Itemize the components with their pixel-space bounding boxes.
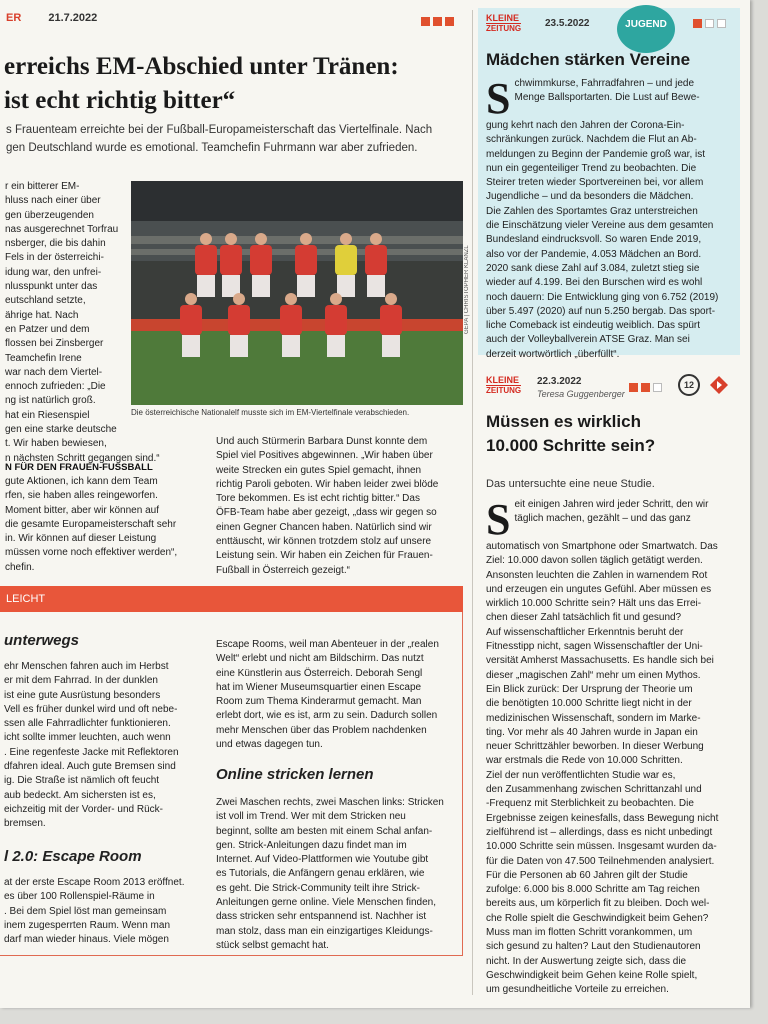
player-figure bbox=[365, 245, 387, 275]
text-line: richtig Paroli geboten. Wir haben leider zwei blöde bbox=[216, 478, 439, 490]
photo-credit: GEPA | CHRISTOPHER KLANZL bbox=[464, 245, 470, 334]
text-line: versität Amherst Massachusetts. Es handle sich bei bbox=[486, 655, 714, 667]
text-line: rfen, sie haben alles reingeworfen. bbox=[5, 490, 158, 502]
dek-schritte: Das untersuchte eine neue Studie. bbox=[486, 478, 655, 490]
text-line: ting. Vor mehr als 40 Jahren wurde in Japan ein bbox=[486, 726, 698, 738]
text-line: ennoch zufrieden: „Die bbox=[5, 381, 106, 393]
text-line: Muss man im flotten Schritt vorankommen, um bbox=[486, 927, 693, 939]
text-line: um gesundheitliche Vorteile zu erreichen. bbox=[486, 984, 669, 996]
box-text-escape-room bbox=[4, 876, 204, 947]
left-page-header bbox=[6, 12, 97, 24]
headline-maedchen: Mädchen stärken Vereine bbox=[486, 50, 691, 69]
player-figure bbox=[280, 305, 302, 335]
text-line: Steirer treten wieder Sportvereinen bei, vor allem bbox=[486, 177, 704, 189]
text-line: gen eine starke deutsche bbox=[5, 424, 117, 436]
text-line: in. Wir können auf dieser Leistung bbox=[5, 533, 157, 545]
team-photo bbox=[131, 181, 463, 405]
text-line: und erzeugen ein ungutes Gefühl. Aber müssen es bbox=[486, 583, 712, 595]
text-line: Ergebnisse zeigen keinesfalls, dass Bewegung nicht bbox=[486, 812, 719, 824]
share-icon bbox=[708, 374, 730, 396]
text-line: Ansonsten leuchten die Zahlen in warnendem Rot bbox=[486, 569, 708, 581]
jugend-badge: JUGEND bbox=[617, 5, 675, 53]
player-figure bbox=[252, 275, 270, 297]
text-line: flossen bei Zinsberger bbox=[5, 338, 104, 350]
text-line: Ein Blick zurück: Der Ursprung der Theorie um bbox=[486, 683, 693, 695]
player-figure bbox=[195, 245, 217, 275]
player-figure bbox=[228, 305, 250, 335]
text-line: idung war, den unfrei- bbox=[5, 266, 102, 278]
text-line: über 5.497 (2020) auf nun 5.250 bergab. Das sport- bbox=[486, 305, 716, 317]
article-column-1b bbox=[5, 475, 205, 575]
player-figure bbox=[380, 305, 402, 335]
text-line: Fußball in Österreich gezeigt.“ bbox=[216, 564, 350, 576]
player-figure bbox=[295, 245, 317, 275]
text-line: eichzeitig mit der Vorder- und Rück- bbox=[4, 803, 163, 815]
player-figure bbox=[327, 335, 345, 357]
text-line: ährige hat. Nach bbox=[5, 309, 79, 321]
text-line: en Patzer und dem bbox=[5, 323, 90, 335]
player-figure bbox=[225, 233, 237, 245]
player-figure bbox=[285, 293, 297, 305]
article-column-2 bbox=[216, 435, 468, 578]
audio-level-icon: 12 bbox=[678, 374, 700, 396]
text-line: ig. Die Straße ist nämlich oft feucht bbox=[4, 775, 160, 787]
text-line: es Tutorials, die Anfängern genau erklären, wie bbox=[216, 868, 425, 880]
text-line: es über 100 Rollenspiel-Räume in bbox=[4, 891, 155, 903]
text-line: stück selbst gemacht hat. bbox=[216, 939, 329, 951]
left-date: 21.7.2022 bbox=[48, 12, 98, 24]
text-line: chwimmkurse, Fahrradfahren – und jede bbox=[514, 78, 695, 89]
date-1: 23.5.2022 bbox=[545, 18, 590, 29]
text-line: Leistung sein. Wir haben ein Zeichen für Frauen- bbox=[216, 550, 433, 562]
text-line: er mit dem Fahrrad. In der dunklen bbox=[4, 675, 158, 687]
text-line: hluss nach einer über bbox=[5, 195, 101, 207]
text-line: Fels in der österreichi- bbox=[5, 252, 104, 264]
text-line: Menge Ballsportarten. Die Lust auf Bewe- bbox=[514, 92, 700, 104]
text-line: wirklich 10.000 Schritte sein? Hält uns das Errei- bbox=[486, 598, 702, 610]
text-line: aub bedeckt. Am sichersten ist es, bbox=[4, 789, 156, 801]
text-line: bremsen. bbox=[4, 818, 46, 830]
text-line: hat ein Riesenspiel bbox=[5, 409, 90, 421]
article-column-1 bbox=[5, 180, 160, 466]
text-line: nlusspunkt unter das bbox=[5, 281, 98, 293]
text-line: chen dieser Zahl tatsächlich fit und gesund? bbox=[486, 612, 682, 624]
player-figure bbox=[197, 275, 215, 297]
text-line: ist voll im Trend. Wer mit dem Stricken neu bbox=[216, 811, 406, 823]
player-figure bbox=[250, 245, 272, 275]
text-line: automatisch von Smartphone oder Smartwatch. Das bbox=[486, 541, 718, 552]
text-line: Geschwindigkeit beim Gehen keine Rolle spielt, bbox=[486, 969, 698, 981]
text-line: t. Wir haben bewiesen, bbox=[5, 438, 107, 450]
player-figure bbox=[330, 293, 342, 305]
text-line: r ein bitterer EM- bbox=[5, 181, 80, 192]
text-line: erlebt dort, wie es ist, arm zu sein. Dadurch sollen bbox=[216, 710, 438, 722]
kleine-zeitung-logo-1: KLEINE ZEITUNG bbox=[486, 13, 522, 33]
text-line: nas ausgerechnet Torfrau bbox=[5, 223, 119, 235]
column-subhead: N FÜR DEN FRAUEN-FUSSBALL bbox=[5, 462, 153, 473]
text-line: Anleitungen gerne online. Viele Menschen finden, bbox=[216, 897, 436, 909]
box-text-unterwegs bbox=[4, 660, 204, 832]
author-2: Teresa Guggenberger bbox=[537, 389, 625, 399]
text-line: war nach dem Viertel- bbox=[5, 366, 103, 378]
text-line: wieder auf 4.199. Bei den Burschen wird es wohl bbox=[486, 277, 703, 289]
box-text-stricken bbox=[216, 796, 458, 953]
box-heading-escape-room: l 2.0: Escape Room bbox=[4, 848, 142, 865]
text-line: Ziel: 10.000 davon sollen täglich getätigt werden. bbox=[486, 555, 703, 567]
photo-caption: Die österreichische Nationalelf musste sich im EM-Viertelfinale verabschieden. bbox=[131, 408, 410, 417]
text-line: schränkungen zurück. Nachdem die Flut an Ab- bbox=[486, 134, 697, 146]
text-line: ssen alle Fahrradlichter funktionieren. bbox=[4, 718, 171, 730]
box-heading-unterwegs: unterwegs bbox=[4, 632, 80, 649]
player-figure bbox=[367, 275, 385, 297]
text-line: Moment bitter, aber wir können auf bbox=[5, 504, 159, 516]
page-gutter bbox=[472, 10, 473, 995]
text-line: Room zum Thema Kinderarmut gemacht. Man bbox=[216, 696, 422, 708]
text-line: chefin. bbox=[5, 561, 35, 573]
text-line: Escape Rooms, weil man Abenteuer in der „realen bbox=[216, 639, 439, 650]
text-line: die gesamte Europameisterschaft sehr bbox=[5, 518, 177, 530]
text-line: nun ein gegenteiliger Trend zu beobachten. Die bbox=[486, 162, 697, 174]
date-2: 22.3.2022 bbox=[537, 376, 582, 387]
text-line: -Frequenz mit Sterblichkeit zu beobachten. Die bbox=[486, 798, 694, 810]
text-line: mehr Menschen über das Problem nachdenken bbox=[216, 724, 427, 736]
player-figure bbox=[340, 233, 352, 245]
text-line: Fitnesstipp nicht, sagen Wissenschaftler der Uni- bbox=[486, 641, 703, 653]
text-line: eine Künstlerin aus Österreich. Deborah Sengl bbox=[216, 667, 423, 679]
player-figure bbox=[385, 293, 397, 305]
dropcap-2: S bbox=[486, 495, 511, 544]
text-line: gen überzeugenden bbox=[5, 209, 94, 221]
dropcap-1: S bbox=[486, 74, 511, 123]
text-line: dfahren ideal. Auch gute Bremsen sind bbox=[4, 761, 176, 773]
leicht-bar: LEICHT bbox=[0, 586, 463, 612]
text-line: weite Strecken ein gutes Spiel gemacht, ihnen bbox=[216, 464, 422, 476]
text-line: Internet. Auf Video-Plattformen wie Youtube gibt bbox=[216, 854, 429, 866]
rating-squares-3 bbox=[626, 378, 662, 396]
text-line: Und auch Stürmerin Barbara Dunst konnte dem bbox=[216, 436, 428, 447]
text-line: Teamchefin Irene bbox=[5, 352, 82, 364]
text-line: ÖFB-Team habe aber gezeigt, „dass wir gegen so bbox=[216, 507, 437, 519]
text-line: also vor der Pandemie, 4.053 Mädchen an Bord. bbox=[486, 248, 702, 260]
text-line: dass stricken sehr entspannend ist. Nachher ist bbox=[216, 911, 427, 923]
text-line: liche Comeback ist eindeutig weiblich. Das spürt bbox=[486, 320, 700, 332]
player-figure bbox=[282, 335, 300, 357]
text-line: Vell es früher dunkel wird und oft nebe- bbox=[4, 703, 178, 715]
text-line: zielführend ist – allerdings, dass es nicht unbedingt bbox=[486, 826, 713, 838]
section-tag: ER bbox=[6, 12, 22, 24]
article-schritte bbox=[486, 495, 740, 998]
text-line: eutschland setzte, bbox=[5, 295, 86, 307]
text-line: bereits aus, um körperlich fit zu bleiben. Doch wel- bbox=[486, 898, 710, 910]
text-line: medizinischen Wissenschaft, sondern im Marke- bbox=[486, 712, 701, 724]
text-line: gen. Strick-Anleitungen dazu findet man im bbox=[216, 839, 407, 851]
text-line: es geht. Die Strick-Community teilt ihre Strick- bbox=[216, 882, 420, 894]
team-photo-illustration bbox=[131, 181, 463, 405]
rating-squares-2 bbox=[690, 14, 726, 32]
player-figure bbox=[370, 233, 382, 245]
text-line: zufolge: 6.000 bis 8.000 Schritte am Tag reichen bbox=[486, 884, 700, 896]
text-line: man stolz, dass man ein einzigartiges Kleidungs- bbox=[216, 925, 433, 937]
text-line: ehr Menschen fahren auch im Herbst bbox=[4, 661, 169, 672]
text-line: darf man wieder hinaus. Viele mögen bbox=[4, 934, 169, 946]
text-line: Jugendliche – und da besonders die Mädchen. bbox=[486, 191, 694, 203]
text-line: eit einigen Jahren wird jeder Schritt, den wir bbox=[514, 499, 709, 510]
text-line: war erstmals die Rede von 10.000 Schritten. bbox=[486, 755, 683, 767]
text-line: Für die Personen ab 60 Jahren gilt der Studie bbox=[486, 869, 688, 881]
text-line: . Eine regenfeste Jacke mit Reflektoren bbox=[4, 746, 179, 758]
main-dek: s Frauenteam erreichte bei der Fußball-Europameisterschaft das Viertelfinale. Nach gen Deutschland wurde es emotional. Teamchefin Fuhrmann war aber zufrieden. bbox=[6, 124, 433, 154]
text-line: Tore bekommen. Es ist echt richtig bitter.“ Das bbox=[216, 493, 420, 505]
player-figure bbox=[185, 293, 197, 305]
text-line: nicht. In der Auswertung zeigte sich, dass die bbox=[486, 955, 687, 967]
text-line: n nächsten Schritt gegangen sind.“ bbox=[5, 452, 160, 464]
text-line: che Rolle spielt die Geschwindigkeit beim Gehen? bbox=[486, 912, 709, 924]
player-figure bbox=[325, 305, 347, 335]
text-line: . Bei dem Spiel löst man gemeinsam bbox=[4, 905, 167, 917]
text-line: inem zugesperrten Raum. Wenn man bbox=[4, 919, 171, 931]
text-line: enttäuscht, wir können trotzdem stolz auf unsere bbox=[216, 536, 432, 548]
box-text-escape-cont bbox=[216, 638, 458, 752]
text-line: at der erste Escape Room 2013 eröffnet. bbox=[4, 877, 185, 888]
text-line: derzeit wortwörtlich „überfüllt“. bbox=[486, 348, 620, 360]
text-line: Zwei Maschen rechts, zwei Maschen links: Stricken bbox=[216, 797, 444, 808]
text-line: den Zusammenhang zwischen Schrittanzahl und bbox=[486, 784, 702, 796]
text-line: Welt“ erlebt und nicht am Bildschirm. Das nutzt bbox=[216, 653, 424, 665]
player-figure bbox=[297, 275, 315, 297]
box-heading-stricken: Online stricken lernen bbox=[216, 766, 374, 783]
rating-squares bbox=[418, 12, 454, 30]
player-figure bbox=[300, 233, 312, 245]
text-line: hat im Wiener Museumsquartier einen Escape bbox=[216, 681, 422, 693]
text-line: icht sollte immer leuchten, auch wenn bbox=[4, 732, 171, 744]
text-line: die Einschätzung vieler Vereine aus dem gesamten bbox=[486, 220, 714, 232]
text-line: einen Gegner Chancen haben. Natürlich sind wir bbox=[216, 521, 432, 533]
text-line: und etwas dagegen tun. bbox=[216, 739, 323, 751]
player-figure bbox=[220, 245, 242, 275]
text-line: ist eine gute Ausrüstung besonders bbox=[4, 689, 161, 701]
headline-schritte: Müssen es wirklich 10.000 Schritte sein? bbox=[486, 412, 656, 455]
player-figure bbox=[337, 275, 355, 297]
text-line: dieser „magischen Zahl“ mehr um einen Mythos. bbox=[486, 669, 701, 681]
text-line: Ziel der nun veröffentlichten Studie war es, bbox=[486, 769, 676, 781]
text-line: beginnt, sollte am besten mit einem Schal anfan- bbox=[216, 825, 433, 837]
text-line: die benötigten 10.000 Schritte liegt nicht in der bbox=[486, 698, 692, 710]
player-figure bbox=[182, 335, 200, 357]
text-line: 10.000 Schritte sein müssen. Insgesamt wurden da- bbox=[486, 841, 717, 853]
text-line: ng ist natürlich groß. bbox=[5, 395, 96, 407]
text-line: müssen vorne noch effektiver werden“, bbox=[5, 547, 178, 559]
text-line: nsberger, die bis dahin bbox=[5, 238, 106, 250]
main-headline: erreichs EM-Abschied unter Tränen: ist echt richtig bitter“ bbox=[4, 53, 399, 114]
text-line: 2020 sank diese Zahl auf 3.084, zuletzt stieg sie bbox=[486, 262, 700, 274]
text-line: noch dauern: Die Entwicklung ging von 6.752 (2019) bbox=[486, 291, 719, 303]
text-line: sich gesund zu halten? Laut den Studienautoren bbox=[486, 941, 701, 953]
text-line: Die Zahlen des Sportamtes Graz unterstreichen bbox=[486, 205, 698, 217]
text-line: gute Aktionen, ich kann dem Team bbox=[5, 476, 158, 487]
kleine-zeitung-logo-2: KLEINE ZEITUNG bbox=[486, 375, 522, 395]
player-figure bbox=[382, 335, 400, 357]
text-line: neuer Schrittzähler beworben. In dieser Werbung bbox=[486, 741, 704, 753]
player-figure bbox=[255, 233, 267, 245]
text-line: meldungen zu Beginn der Pandemie groß war, ist bbox=[486, 148, 706, 160]
text-line: Spiel viel Positives abgewinnen. „Wir haben über bbox=[216, 450, 433, 462]
player-figure bbox=[200, 233, 212, 245]
player-figure bbox=[180, 305, 202, 335]
text-line: täglich machen, gezählt – und das ganz bbox=[514, 513, 691, 525]
text-line: für die Daten von 47.500 Teilnehmenden analysiert. bbox=[486, 855, 715, 867]
text-line: auch der Volleyballverein ATSE Graz. Man sei bbox=[486, 334, 690, 346]
player-figure bbox=[335, 245, 357, 275]
article-maedchen bbox=[486, 74, 740, 362]
text-line: gung kehrt nach den Jahren der Corona-Ein- bbox=[486, 120, 685, 131]
text-line: Bundesland eindrucksvoll. So waren Ende 2019, bbox=[486, 234, 702, 246]
text-line: Auf wissenschaftlicher Erkenntnis beruht der bbox=[486, 626, 684, 638]
player-figure bbox=[233, 293, 245, 305]
player-figure bbox=[230, 335, 248, 357]
